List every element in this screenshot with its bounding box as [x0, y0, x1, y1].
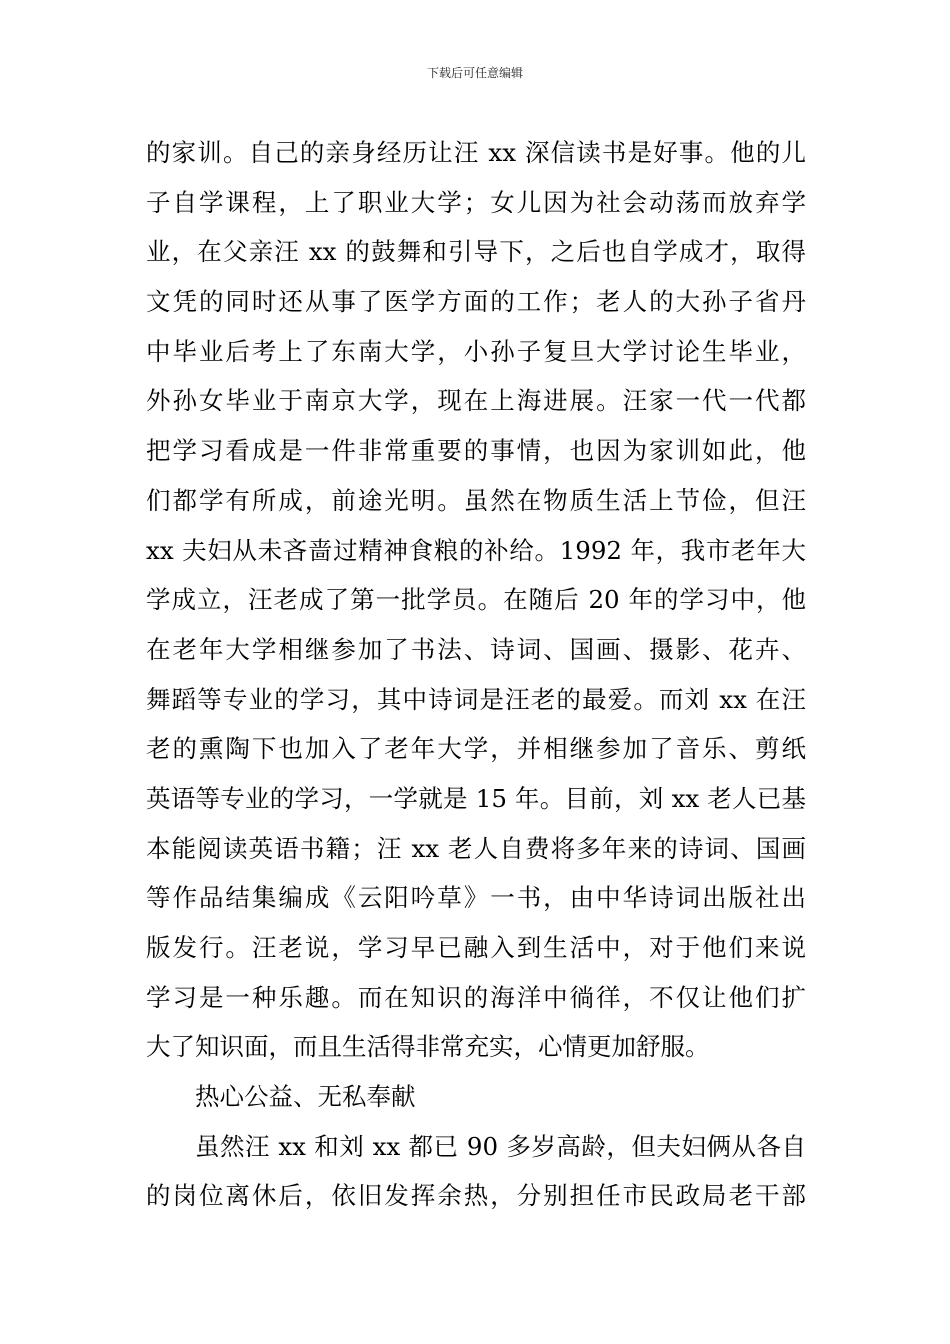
text-line: 外孙女毕业于南京大学，现在上海进展。汪家一代一代都	[146, 386, 806, 416]
page-header: 下载后可任意编辑	[426, 66, 523, 80]
text-line: xx 夫妇从未吝啬过精神食粮的补给。1992 年，我市老年大	[146, 535, 806, 565]
text-line: 文凭的同时还从事了医学方面的工作；老人的大孙子省丹	[146, 287, 806, 317]
text-line: 学成立，汪老成了第一批学员。在随后 20 年的学习中，他	[146, 585, 806, 615]
text-line: 在老年大学相继参加了书法、诗词、国画、摄影、花卉、	[146, 634, 806, 664]
text-line: 的岗位离休后，依旧发挥余热，分别担任市民政局老干部	[146, 1181, 806, 1211]
text-line: 英语等专业的学习，一学就是 15 年。目前，刘 xx 老人已基	[146, 783, 806, 813]
section-heading: 热心公益、无私奉献	[195, 1082, 416, 1112]
text-line: 虽然汪 xx 和刘 xx 都已 90 多岁高龄，但夫妇俩从各自	[195, 1131, 806, 1161]
text-line: 版发行。汪老说，学习早已融入到生活中，对于他们来说	[146, 933, 806, 962]
body-text	[146, 128, 806, 1221]
text-line: 老的熏陶下也加入了老年大学，并相继参加了音乐、剪纸	[146, 734, 806, 764]
text-line: 把学习看成是一件非常重要的事情，也因为家训如此，他	[146, 436, 806, 466]
text-line: 中毕业后考上了东南大学，小孙子复旦大学讨论生毕业，	[146, 336, 806, 366]
text-line: 们都学有所成，前途光明。虽然在物质生活上节俭，但汪	[146, 485, 806, 515]
text-line: 业，在父亲汪 xx 的鼓舞和引导下，之后也自学成才，取得	[146, 237, 806, 267]
text-line: 学习是一种乐趣。而在知识的海洋中徜徉，不仅让他们扩	[146, 982, 806, 1012]
text-line: 子自学课程，上了职业大学；女儿因为社会动荡而放弃学	[146, 187, 806, 217]
text-line: 的家训。自己的亲身经历让汪 xx 深信读书是好事。他的儿	[146, 138, 806, 167]
text-line: 等作品结集编成《云阳吟草》一书，由中华诗词出版社出	[146, 883, 806, 913]
text-line: 大了知识面，而且生活得非常充实，心情更加舒服。	[146, 1032, 710, 1062]
text-line: 本能阅读英语书籍；汪 xx 老人自费将多年来的诗词、国画	[146, 833, 806, 863]
text-line: 舞蹈等专业的学习，其中诗词是汪老的最爱。而刘 xx 在汪	[146, 684, 806, 714]
